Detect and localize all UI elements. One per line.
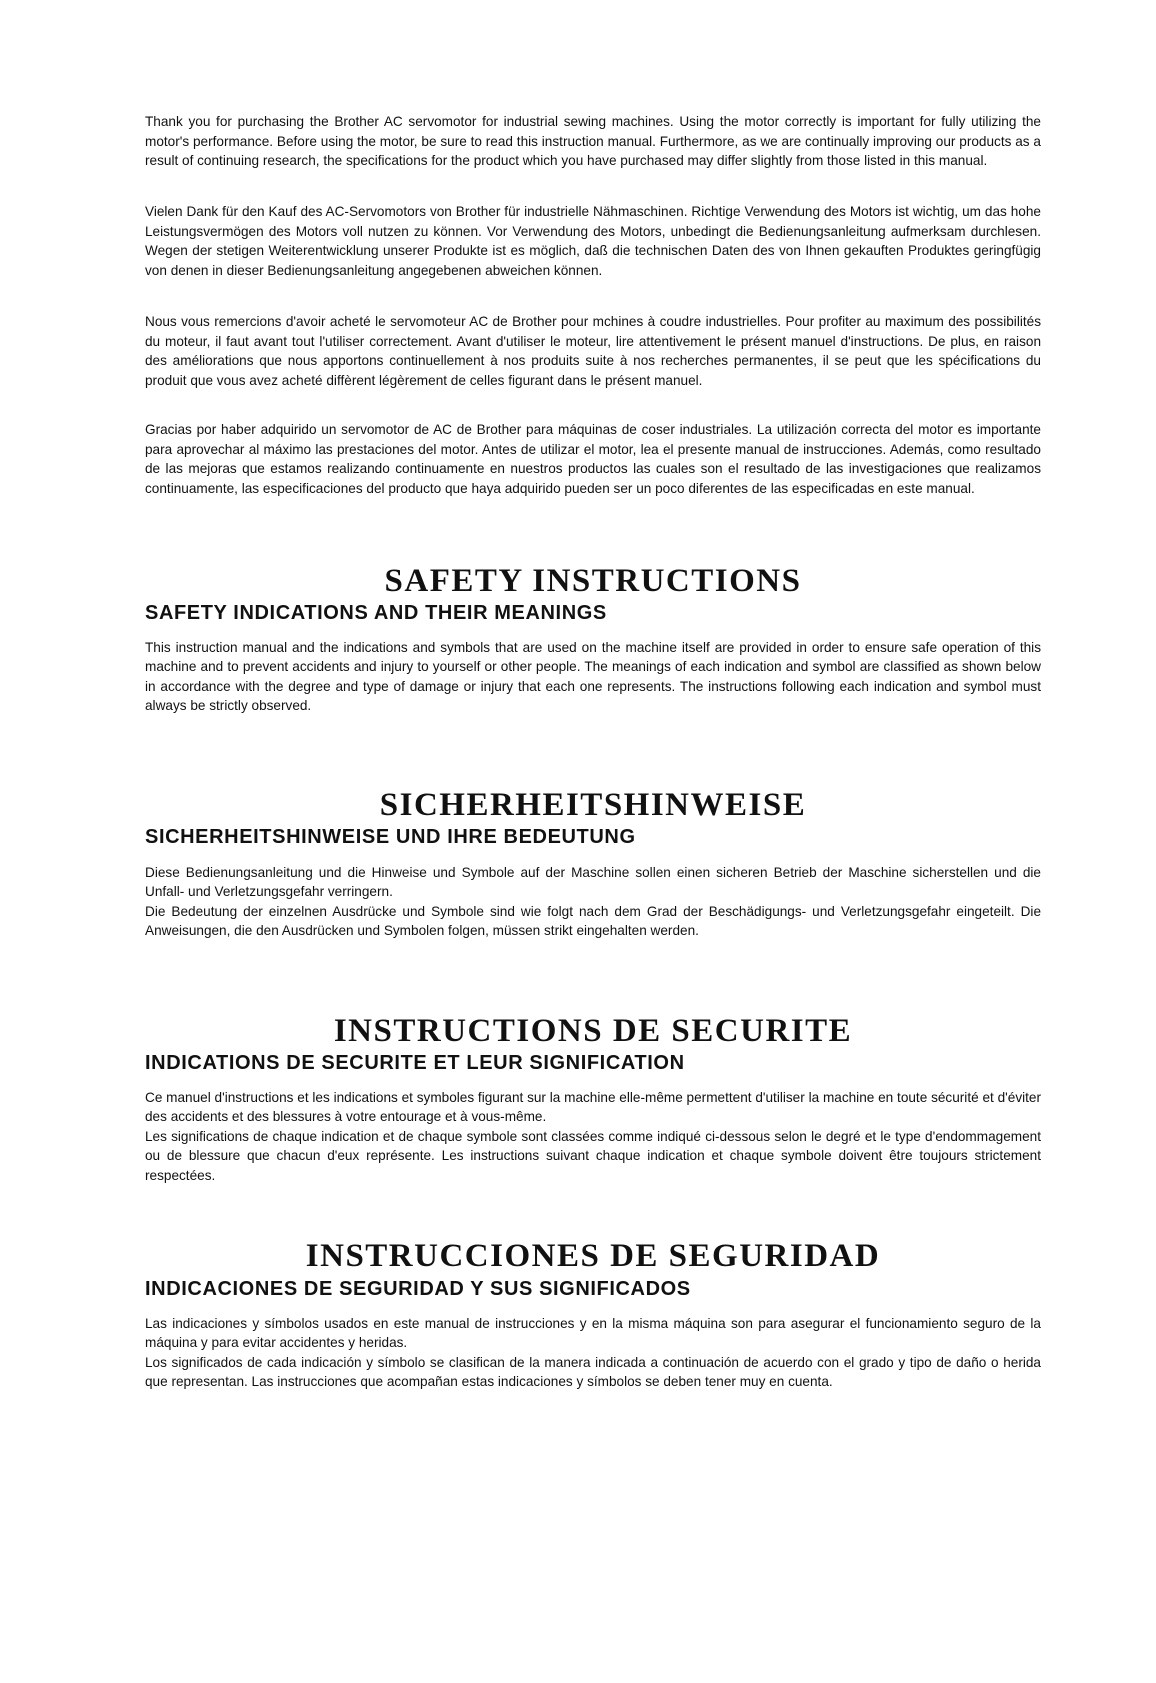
section-text-de-1: Diese Bedienungsanleitung und die Hinweise und Symbole auf der Maschine sollen einen sicheren Betrieb der Maschine sicherstellen und die Unfall- und Verletzungsgefahr verringern. xyxy=(145,865,1041,900)
section-text-de-2: Die Bedeutung der einzelnen Ausdrücke und Symbole sind wie folgt nach dem Grad der Beschädigungs- und Verletzungsgefahr eingeteilt. Die Anweisungen, die den Ausdrücken und Symbolen folgen, müssen strikt eingehalten werden. xyxy=(145,904,1041,939)
section-subtitle-de: SICHERHEITSHINWEISE UND IHRE BEDEUTUNG xyxy=(145,826,636,848)
section-title-es: INSTRUCCIONES DE SEGURIDAD xyxy=(305,1238,881,1274)
section-subtitle-fr: INDICATIONS DE SECURITE ET LEUR SIGNIFICATION xyxy=(145,1052,685,1074)
section-subtitle-en: SAFETY INDICATIONS AND THEIR MEANINGS xyxy=(145,602,607,624)
section-title-fr: INSTRUCTIONS DE SECURITE xyxy=(333,1013,853,1049)
intro-paragraph-fr: Nous vous remercions d'avoir acheté le servomoteur AC de Brother pour mchines à coudre industrielles. Pour profiter au maximum des possibilités du moteur, il faut avant tout l'utiliser correctement. Avant d'utiliser le moteur, lire attentivement le présent manuel d'instructions. De plus, en raison des améliorations que nous apportons continuellement à nos produits suite à nos recherches permanentes, il se peut que les spécifications du produit que vous avez acheté diffèrent légèrement de celles figurant dans le présent manuel. xyxy=(145,314,1041,389)
section-text-es-2: Los significados de cada indicación y símbolo se clasifican de la manera indicada a continuación de acuerdo con el grado y tipo de daño o herida que representan. Las instrucciones que acompañan estas indicaciones y símbolos se deben tener muy en cuenta. xyxy=(145,1355,1041,1390)
section-subtitle-es: INDICACIONES DE SEGURIDAD Y SUS SIGNIFICADOS xyxy=(145,1278,691,1300)
section-title-de: SICHERHEITSHINWEISE xyxy=(379,787,807,823)
section-text-fr-1: Ce manuel d'instructions et les indications et symboles figurant sur la machine elle-même permettent d'utiliser la machine en toute sécurité et d'éviter des accidents et des blessures à votre entourage et à vous-même. xyxy=(145,1090,1041,1125)
section-text-en: This instruction manual and the indications and symbols that are used on the machine itself are provided in order to ensure safe operation of this machine and to prevent accidents and injury to yourself or other people. The meanings of each indication and symbol are classified as shown below in accordance with the degree and type of damage or injury that each one represents. The instructions following each indication and symbol must always be strictly observed. xyxy=(145,640,1041,713)
section-text-fr-2: Les significations de chaque indication et de chaque symbole sont classées comme indiqué ci-dessous selon le degré et le type d'endommagement ou de blessure que chacun d'eux représente. Les instructions suivant chaque indication et chaque symbole doivent être toujours strictement respectées. xyxy=(145,1129,1041,1183)
section-text-es-1: Las indicaciones y símbolos usados en este manual de instrucciones y en la misma máquina son para asegurar el funcionamiento seguro de la máquina y para evitar accidentes y heridas. xyxy=(145,1316,1041,1351)
intro-paragraph-en: Thank you for purchasing the Brother AC servomotor for industrial sewing machines. Using the motor correctly is important for fully utilizing the motor's performance. Before using the motor, be sure to read this instruction manual. Furthermore, as we are continually improving our products as a result of continuing research, the specifications for the product which you have purchased may differ slightly from those listed in this manual. xyxy=(145,114,1041,169)
intro-paragraph-de: Vielen Dank für den Kauf des AC-Servomotors von Brother für industrielle Nähmaschinen. Richtige Verwendung des Motors ist wichtig, um das hohe Leistungsvermögen des Motors voll nutzen zu können. Vor Verwendung des Motors, unbedingt die Bedienungsanleitung aufmerksam durchlesen. Wegen der stetigen Weiterentwicklung unserer Produkte ist es möglich, daß die technischen Daten des von Ihnen gekauften Produktes geringfügig von denen in dieser Bedienungsanleitung angegebenen abweichen können. xyxy=(145,204,1041,279)
section-title-en: SAFETY INSTRUCTIONS xyxy=(384,563,802,599)
intro-paragraph-es: Gracias por haber adquirido un servomotor de AC de Brother para máquinas de coser industriales. La utilización correcta del motor es importante para aprovechar al máximo las prestaciones del motor. Antes de utilizar el motor, lea el presente manual de instrucciones. Además, como resultado de las mejoras que estamos realizando continuamente en nuestros productos las cuales son el resultado de las investigaciones que realizamos continuamente, las especificaciones del producto que haya adquirido pueden ser un poco diferentes de las especificadas en este manual. xyxy=(145,422,1041,497)
